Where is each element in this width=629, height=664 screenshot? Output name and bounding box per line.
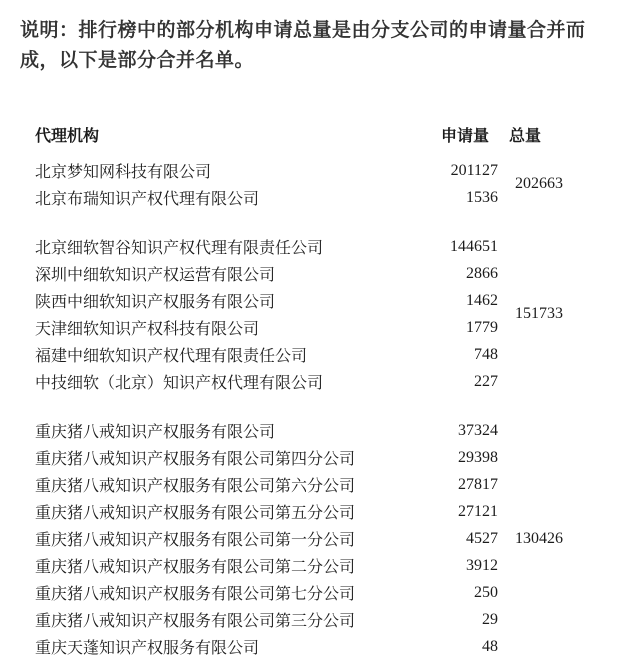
- group-total: 130426: [515, 529, 563, 547]
- application-count: 227: [474, 372, 498, 390]
- agency-name: 重庆猪八戒知识产权服务有限公司第三分公司: [35, 613, 356, 630]
- explanatory-note: 说明：排行榜中的部分机构申请总量是由分支公司的申请量合并而成，以下是部分合并名单。: [20, 20, 586, 71]
- application-count: 27817: [458, 475, 498, 493]
- agency-name: 重庆猪八戒知识产权服务有限公司第五分公司: [35, 505, 356, 522]
- table-row: [35, 525, 498, 552]
- application-count: 748: [474, 345, 498, 363]
- application-count: 29: [482, 610, 498, 628]
- group-rows: [35, 417, 498, 660]
- agency-name: 陕西中细软知识产权服务有限公司: [35, 294, 276, 311]
- table-row: [35, 368, 498, 395]
- merge-group: [35, 157, 609, 211]
- application-count: 1462: [466, 291, 498, 309]
- table-header-row: [35, 120, 609, 148]
- application-count: 4527: [466, 529, 498, 547]
- merge-group: [35, 233, 609, 395]
- table-row: [35, 260, 498, 287]
- table-row: [35, 314, 498, 341]
- table-row: [35, 444, 498, 471]
- application-count: 37324: [458, 421, 498, 439]
- merge-group: [35, 417, 609, 660]
- table-row: [35, 471, 498, 498]
- table-row: [35, 417, 498, 444]
- agency-name: 重庆猪八戒知识产权服务有限公司第七分公司: [35, 586, 356, 603]
- agency-name: 北京布瑞知识产权代理有限公司: [35, 191, 260, 208]
- application-count: 2866: [466, 264, 498, 282]
- group-rows: [35, 233, 498, 395]
- agency-name: 深圳中细软知识产权运营有限公司: [35, 267, 276, 284]
- merge-list-table: [35, 120, 609, 660]
- table-groups: [35, 157, 609, 660]
- table-row: [35, 579, 498, 606]
- group-rows: [35, 157, 498, 211]
- table-row: [35, 157, 498, 184]
- group-total: 202663: [515, 175, 563, 192]
- column-header-total: 总量: [509, 127, 542, 145]
- table-row: [35, 341, 498, 368]
- agency-name: 重庆猪八戒知识产权服务有限公司第六分公司: [35, 478, 356, 495]
- agency-name: 重庆猪八戒知识产权服务有限公司第一分公司: [35, 532, 356, 549]
- application-count: 27121: [458, 502, 498, 520]
- agency-name: 北京梦知网科技有限公司: [35, 164, 212, 181]
- application-count: 1779: [466, 318, 498, 336]
- agency-name: 重庆猪八戒知识产权服务有限公司第二分公司: [35, 559, 356, 576]
- table-header-left: [35, 123, 498, 146]
- agency-name: 重庆猪八戒知识产权服务有限公司: [35, 424, 276, 441]
- group-total: 151733: [515, 305, 563, 322]
- agency-name: 天津细软知识产权科技有限公司: [35, 321, 260, 338]
- table-row: [35, 606, 498, 633]
- application-count: 48: [482, 637, 498, 655]
- table-row: [35, 633, 498, 660]
- agency-name: 中技细软（北京）知识产权代理有限公司: [35, 375, 324, 392]
- application-count: 250: [474, 583, 498, 601]
- agency-name: 北京细软智谷知识产权代理有限责任公司: [35, 240, 324, 257]
- application-count: 1536: [466, 188, 498, 206]
- column-header-agency: 代理机构: [35, 127, 100, 145]
- application-count: 201127: [450, 161, 498, 179]
- table-row: [35, 233, 498, 260]
- table-row: [35, 552, 498, 579]
- application-count: 3912: [466, 556, 498, 574]
- table-row: [35, 498, 498, 525]
- application-count: 29398: [458, 448, 498, 466]
- application-count: 144651: [450, 237, 498, 255]
- agency-name: 福建中细软知识产权代理有限责任公司: [35, 348, 308, 365]
- column-header-applications: 申请量: [440, 127, 489, 145]
- table-row: [35, 184, 498, 211]
- table-row: [35, 287, 498, 314]
- agency-name: 重庆天蓬知识产权服务有限公司: [35, 640, 260, 657]
- agency-name: 重庆猪八戒知识产权服务有限公司第四分公司: [35, 451, 356, 468]
